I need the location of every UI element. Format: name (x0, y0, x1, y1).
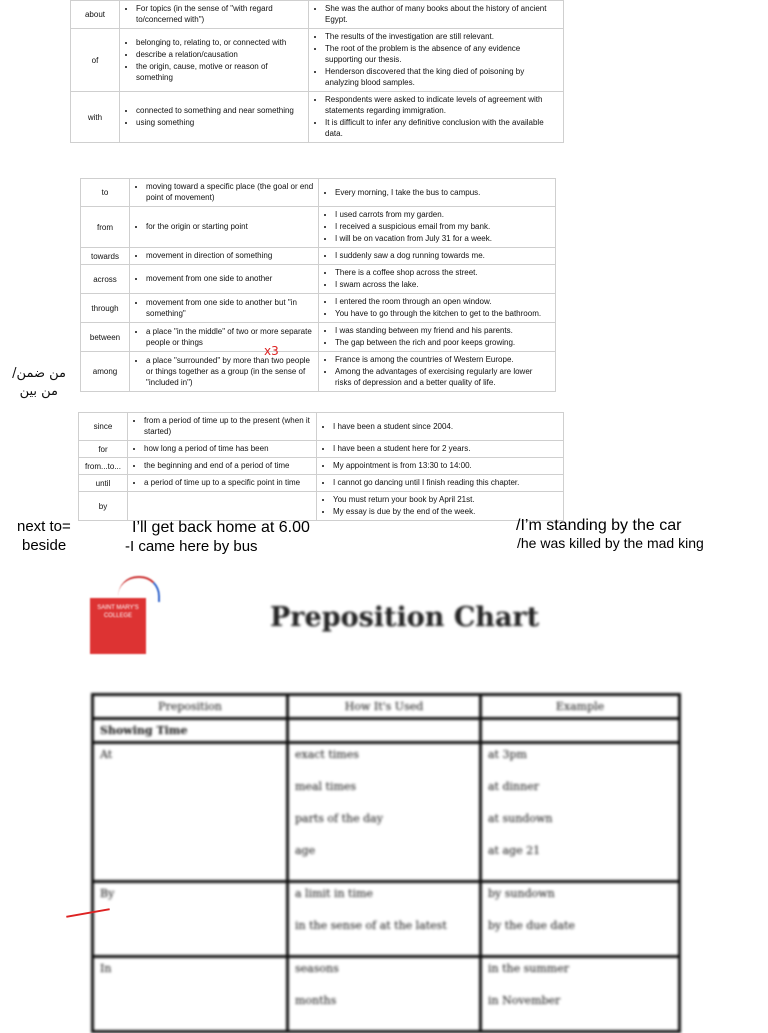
prep-word: with (71, 92, 120, 143)
chart-example-item: at dinner (488, 780, 539, 793)
example-list-item: • You have to go through the kitchen to get to the bathroom. (335, 308, 551, 319)
usage-list (132, 415, 312, 437)
chart-use-item: parts of the day (295, 812, 383, 825)
prep-word: of (71, 29, 120, 92)
chart-uses (288, 882, 481, 957)
usage-list-item: • the beginning and end of a period of time (144, 460, 312, 471)
prep-examples (319, 265, 556, 294)
chart-use-item: exact times (295, 748, 359, 761)
usage-list-item: • using something (136, 117, 304, 128)
chart-row (93, 957, 680, 1032)
chart-use-item: a limit in time (295, 887, 373, 900)
chart-example-item: by the due date (488, 919, 575, 932)
prep-examples (319, 207, 556, 248)
prep-word: about (71, 1, 120, 29)
usage-list-item: • a place "surrounded" by more than two people or things together as a group (in the sense of "included in") (146, 355, 314, 388)
prep-word: for (79, 441, 128, 458)
usage-list-item: • describe a relation/causation (136, 49, 304, 60)
usage-list (124, 105, 304, 128)
arabic-note-2: من بين (19, 384, 58, 399)
usage-list (124, 3, 304, 25)
usage-list-item: • for the origin or starting point (146, 221, 314, 232)
prep-usage (120, 92, 309, 143)
example-list-item: • The gap between the rich and poor keeps growing. (335, 337, 551, 348)
prep-word: among (81, 352, 130, 392)
usage-list (134, 181, 314, 203)
chart-example-item: at age 21 (488, 844, 541, 857)
usage-list (134, 250, 314, 261)
usage-list-item: • from a period of time up to the present (when it started) (144, 415, 312, 437)
usage-list (124, 37, 304, 83)
prep-word: until (79, 475, 128, 492)
prep-usage (128, 413, 317, 441)
example-list (323, 325, 551, 348)
usage-list-item: • belonging to, relating to, or connected with (136, 37, 304, 48)
chart-use-item: seasons (295, 962, 339, 975)
prep-examples (309, 92, 564, 143)
by-note-home: I’ll get back home at 6.00 (132, 519, 310, 536)
prep-row-through (81, 294, 556, 323)
prep-word: between (81, 323, 130, 352)
usage-list (134, 221, 314, 232)
prep-examples (319, 352, 556, 392)
example-list (323, 250, 551, 261)
usage-list (134, 326, 314, 348)
usage-list-item: • movement from one side to another (146, 273, 314, 284)
prep-usage (128, 475, 317, 492)
prep-row-to (81, 179, 556, 207)
example-list-item: • There is a coffee shop across the street. (335, 267, 551, 278)
example-list-item: • I have been a student since 2004. (333, 421, 559, 432)
movement-prep-table (80, 178, 556, 392)
by-note-king: /he was killed by the mad king (517, 535, 704, 551)
example-list-item: • I entered the room through an open window. (335, 296, 551, 307)
example-list-item: • I received a suspicious email from my bank. (335, 221, 551, 232)
chart-use-item: in the sense of at the latest (295, 919, 447, 932)
prep-examples (309, 29, 564, 92)
chart-examples (481, 957, 680, 1032)
chart-examples (481, 743, 680, 882)
prep-row-with (71, 92, 564, 143)
prep-usage (130, 323, 319, 352)
usage-list-item: • a period of time up to a specific point in time (144, 477, 312, 488)
usage-list (132, 443, 312, 454)
prep-examples (317, 475, 564, 492)
college-logo: SAINT MARY'S COLLEGE (90, 598, 146, 654)
prep-examples (319, 179, 556, 207)
prep-row-until (79, 475, 564, 492)
prep-examples (309, 1, 564, 29)
example-list-item: • My appointment is from 13:30 to 14:00. (333, 460, 559, 471)
usage-list (134, 273, 314, 284)
example-list (321, 421, 559, 432)
chart-example-item: by sundown (488, 887, 555, 900)
prep-word: to (81, 179, 130, 207)
prep-word: by (79, 492, 128, 521)
example-list (321, 494, 559, 517)
example-list-item: • France is among the countries of Western Europe. (335, 354, 551, 365)
prep-usage (130, 352, 319, 392)
prep-examples (319, 294, 556, 323)
example-list-item: • I have been a student here for 2 years. (333, 443, 559, 454)
prep-usage (130, 179, 319, 207)
upper-prep-table (70, 0, 564, 143)
chart-use-item: age (295, 844, 316, 857)
section-empty-2 (481, 719, 680, 743)
usage-list-item: • the origin, cause, motive or reason of something (136, 61, 304, 83)
example-list-item: • She was the author of many books about the history of ancient Egypt. (325, 3, 559, 25)
prep-usage (130, 294, 319, 323)
example-list-item: • I swam across the lake. (335, 279, 551, 290)
example-list (323, 354, 551, 388)
prep-word: towards (81, 248, 130, 265)
example-list-item: • The results of the investigation are still relevant. (325, 31, 559, 42)
chart-example-item: at sundown (488, 812, 553, 825)
example-list (321, 460, 559, 471)
example-list-item: • Henderson discovered that the king died of poisoning by analyzing blood samples. (325, 66, 559, 88)
preposition-chart-table (91, 693, 681, 1033)
prep-row-since (79, 413, 564, 441)
prep-row-towards (81, 248, 556, 265)
prep-row-about (71, 1, 564, 29)
chart-row (93, 743, 680, 882)
prep-row-of (71, 29, 564, 92)
chart-uses (288, 957, 481, 1032)
chart-prep: By (93, 882, 288, 957)
usage-list-item: • a place "in the middle" of two or more separate people or things (146, 326, 314, 348)
prep-examples (317, 441, 564, 458)
prep-row-across (81, 265, 556, 294)
usage-list-item: • how long a period of time has been (144, 443, 312, 454)
example-list-item: • I suddenly saw a dog running towards me. (335, 250, 551, 261)
section-label: Showing Time (93, 719, 288, 743)
prep-word: since (79, 413, 128, 441)
example-list-item: • You must return your book by April 21st. (333, 494, 559, 505)
example-list (323, 296, 551, 319)
example-list (313, 31, 559, 88)
prep-row-by (79, 492, 564, 521)
next-to-note: next to= (17, 518, 71, 535)
prep-examples (317, 413, 564, 441)
header-how-used: How It's Used (288, 695, 481, 719)
usage-list (132, 477, 312, 488)
example-list-item: • Among the advantages of exercising regularly are lower risks of depression and a better quality of life. (335, 366, 551, 388)
example-list-item: • My essay is due by the end of the week. (333, 506, 559, 517)
example-list (323, 209, 551, 244)
chart-example-item: at 3pm (488, 748, 527, 761)
prep-usage (130, 207, 319, 248)
example-list-item: • I was standing between my friend and his parents. (335, 325, 551, 336)
prep-word: across (81, 265, 130, 294)
section-empty-1 (288, 719, 481, 743)
prep-row-fromto (79, 458, 564, 475)
example-list (313, 3, 559, 25)
prep-word: through (81, 294, 130, 323)
prep-usage (128, 458, 317, 475)
usage-list (134, 297, 314, 319)
example-list (323, 267, 551, 290)
prep-examples (319, 323, 556, 352)
by-note-bus: -I came here by bus (125, 538, 258, 555)
chart-use-item: meal times (295, 780, 357, 793)
prep-usage (130, 248, 319, 265)
header-preposition: Preposition (93, 695, 288, 719)
arabic-note-1: من ضمن/ (12, 366, 66, 381)
example-list (321, 443, 559, 454)
usage-list-item: • moving toward a specific place (the goal or end point of movement) (146, 181, 314, 203)
example-list-item: • Every morning, I take the bus to campus. (335, 187, 551, 198)
chart-example-item: in the summer (488, 962, 569, 975)
chart-header-row (93, 695, 680, 719)
usage-list (134, 355, 314, 388)
chart-examples (481, 882, 680, 957)
prep-usage (130, 265, 319, 294)
example-list-item: • It is difficult to infer any definitive conclusion with the available data. (325, 117, 559, 139)
example-list-item: • The root of the problem is the absence of any evidence supporting our thesis. (325, 43, 559, 65)
prep-usage (120, 29, 309, 92)
prep-usage (128, 492, 317, 521)
chart-use-item: months (295, 994, 337, 1007)
prep-examples (319, 248, 556, 265)
chart-example-item: in November (488, 994, 561, 1007)
example-list (313, 94, 559, 139)
prep-examples (317, 458, 564, 475)
prep-usage (128, 441, 317, 458)
chart-section-row (93, 719, 680, 743)
usage-list-item: • connected to something and near something (136, 105, 304, 116)
usage-list-item: • movement from one side to another but "in something" (146, 297, 314, 319)
red-mark: x3 (264, 344, 279, 358)
by-note-car: /I’m standing by the car (516, 517, 682, 534)
prep-row-from (81, 207, 556, 248)
example-list (323, 187, 551, 198)
usage-list-item: • For topics (in the sense of "with regard to/concerned with") (136, 3, 304, 25)
chart-prep: In (93, 957, 288, 1032)
prep-row-for (79, 441, 564, 458)
chart-row (93, 882, 680, 957)
example-list-item: • I cannot go dancing until I finish reading this chapter. (333, 477, 559, 488)
chart-title: Preposition Chart (270, 602, 540, 633)
header-example: Example (481, 695, 680, 719)
prep-row-among (81, 352, 556, 392)
prep-word: from (81, 207, 130, 248)
example-list-item: • I will be on vacation from July 31 for a week. (335, 233, 551, 244)
usage-list-item: • movement in direction of something (146, 250, 314, 261)
prep-row-between (81, 323, 556, 352)
chart-uses (288, 743, 481, 882)
usage-list (132, 460, 312, 471)
prep-word: from...to... (79, 458, 128, 475)
example-list-item: • I used carrots from my garden. (335, 209, 551, 220)
prep-usage (120, 1, 309, 29)
example-list (321, 477, 559, 488)
example-list-item: • Respondents were asked to indicate levels of agreement with statements regarding immigration. (325, 94, 559, 116)
beside-note: beside (22, 537, 67, 554)
chart-prep: At (93, 743, 288, 882)
time-prep-table (78, 412, 564, 521)
